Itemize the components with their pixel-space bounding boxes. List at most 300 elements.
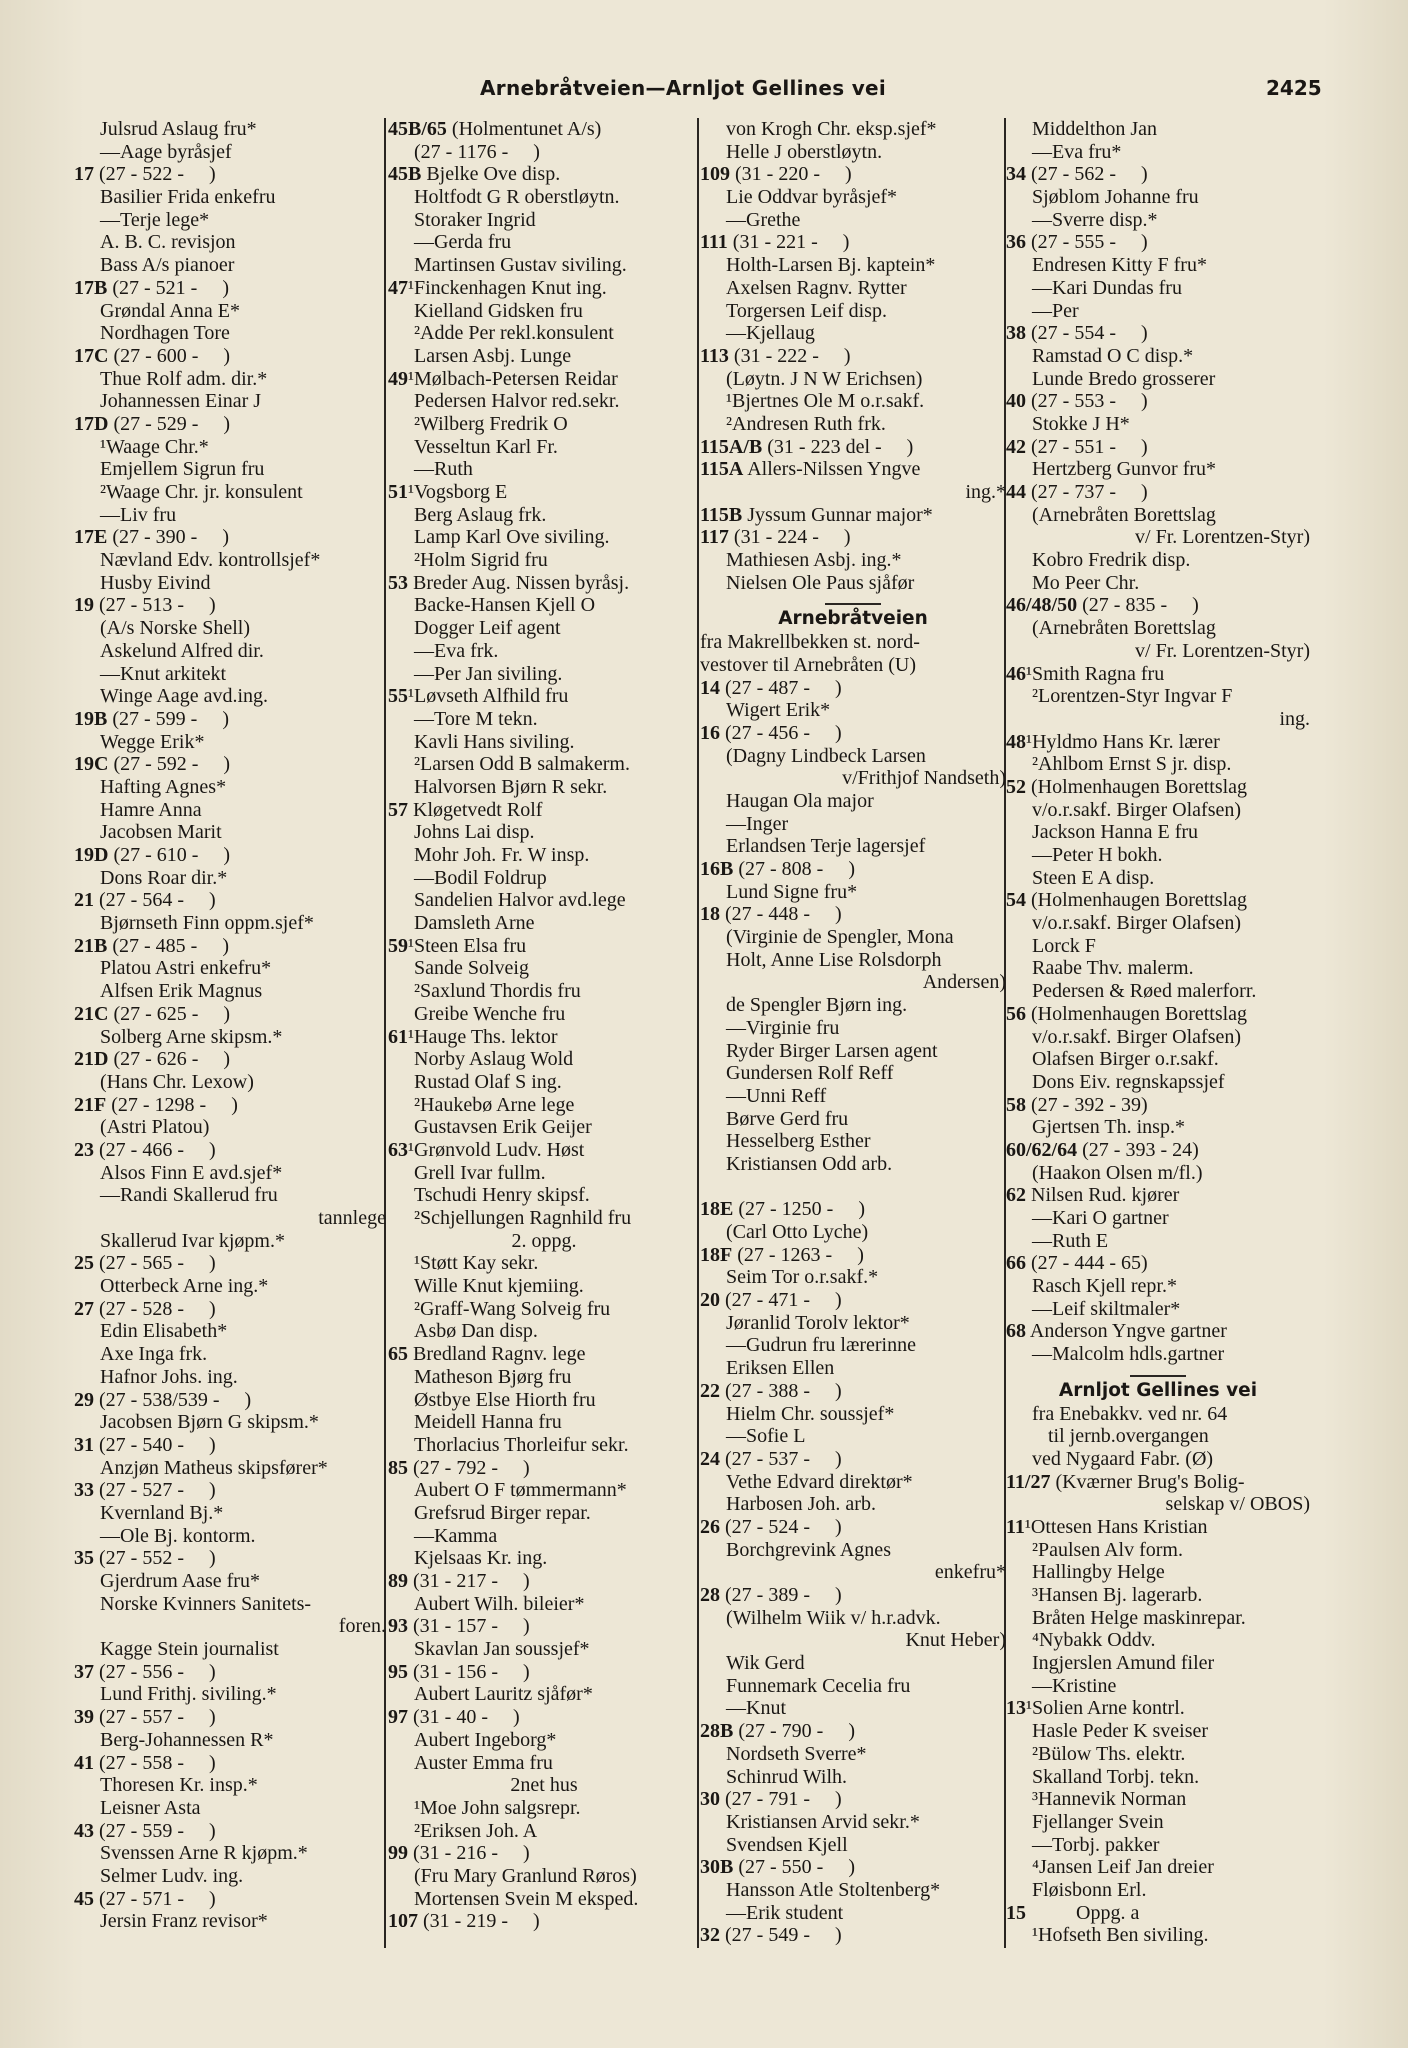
resident-entry: Grøndal Anna E* — [100, 299, 240, 322]
resident-entry: Alsos Finn E avd.sjef* — [100, 1161, 283, 1184]
resident-entry: v/o.r.sakf. Birger Olafsen) — [1032, 1025, 1242, 1048]
house-number: 21 — [74, 889, 94, 912]
resident-entry: Emjellem Sigrun fru — [100, 458, 265, 481]
resident-entry: Edin Elisabeth* — [100, 1320, 228, 1343]
resident-entry: (Løytn. J N W Erichsen) — [726, 367, 923, 390]
address-entry: 17B (27 - 521 - ) — [74, 276, 229, 299]
address-entry: 53 Breder Aug. Nissen byråsj. — [388, 571, 630, 594]
continuation-text: selskap v/ OBOS) — [1165, 1493, 1310, 1516]
resident-entry: Skavlan Jan soussjef* — [414, 1638, 590, 1661]
resident-entry: —Knut — [726, 1697, 786, 1720]
continuation-text: v/ Fr. Lorentzen-Styr) — [1135, 639, 1310, 662]
house-number: 115A/B — [700, 435, 763, 458]
resident-entry: —Inger — [726, 812, 789, 835]
resident-entry: Wigert Erik* — [726, 699, 831, 722]
resident-entry: Haugan Ola major — [726, 789, 874, 812]
address-entry: 28 (27 - 389 - ) — [700, 1584, 842, 1606]
resident-entry: —Terje lege* — [100, 208, 210, 231]
resident-entry: Berg-Johannessen R* — [100, 1728, 274, 1751]
house-number: 55 — [388, 685, 408, 708]
resident-entry: ²Holm Sigrid fru — [414, 549, 548, 572]
address-entry: 16 (27 - 456 - ) — [700, 721, 842, 744]
address-entry: 41 (27 - 558 - ) — [74, 1751, 216, 1774]
resident-entry: Nielsen Ole Paus sjåfør — [726, 571, 915, 594]
resident-entry: Greibe Wenche fru — [414, 1002, 566, 1025]
resident-entry: Damsleth Arne — [414, 912, 535, 935]
house-number: 68 — [1006, 1320, 1026, 1343]
resident-entry: Vethe Edvard direktør* — [726, 1470, 913, 1493]
resident-entry: Grell Ivar fullm. — [414, 1161, 546, 1184]
house-number: 13 — [1006, 1697, 1026, 1720]
resident-entry: ²Andresen Ruth frk. — [726, 412, 886, 435]
address-entry: 36 (27 - 555 - ) — [1006, 231, 1148, 254]
resident-entry: Grefsrud Birger repar. — [414, 1501, 591, 1524]
column-4 — [1006, 118, 1310, 1947]
address-entry: 109 (31 - 220 - ) — [700, 163, 852, 186]
house-number: 32 — [700, 1924, 720, 1947]
resident-entry: —Malcolm hdls.gartner — [1032, 1343, 1225, 1366]
house-number: 24 — [700, 1447, 720, 1470]
resident-entry: —Torbj. pakker — [1032, 1833, 1160, 1856]
resident-entry: A. B. C. revisjon — [100, 231, 236, 254]
resident-entry: Auster Emma fru — [414, 1751, 553, 1774]
resident-entry: ²Larsen Odd B salmakerm. — [414, 753, 630, 776]
resident-entry: Mohr Joh. Fr. W insp. — [414, 844, 590, 866]
address-entry: 42 (27 - 551 - ) — [1006, 435, 1148, 458]
resident-entry: ²Saxlund Thordis fru — [414, 980, 581, 1003]
resident-entry: (Virginie de Spengler, Mona — [726, 926, 954, 949]
address-entry: 68 Anderson Yngve gartner — [1006, 1320, 1227, 1343]
resident-entry: —Tore M tekn. — [414, 707, 538, 730]
house-number: 21F — [74, 1093, 107, 1116]
address-entry: 14 (27 - 487 - ) — [700, 676, 842, 699]
address-entry: 27 (27 - 528 - ) — [74, 1297, 216, 1320]
resident-entry: Kielland Gidsken fru — [414, 299, 583, 322]
section-divider — [700, 594, 1006, 608]
house-number: 85 — [388, 1456, 408, 1479]
resident-entry: (Fru Mary Granlund Røros) — [414, 1864, 637, 1887]
house-number: 66 — [1006, 1252, 1026, 1275]
resident-entry: Endresen Kitty F fru* — [1032, 254, 1207, 277]
house-number: 48 — [1006, 730, 1026, 753]
resident-entry: Leisner Asta — [100, 1796, 201, 1819]
resident-entry: Seim Tor o.r.sakf.* — [726, 1266, 879, 1289]
resident-entry: Halvorsen Bjørn R sekr. — [414, 775, 608, 798]
resident-entry: Holt, Anne Lise Rolsdorph — [726, 948, 942, 971]
resident-entry: Jøranlid Torolv lektor* — [726, 1311, 910, 1334]
address-entry: 17D (27 - 529 - ) — [74, 412, 231, 435]
house-number: 45B — [388, 163, 422, 186]
resident-entry: ²Adde Per rekl.konsulent — [414, 322, 614, 345]
address-entry: 115A Allers-Nilssen Yngve — [700, 458, 921, 481]
address-entry: 115B Jyssum Gunnar major* — [700, 503, 933, 526]
address-entry: 40 (27 - 553 - ) — [1006, 390, 1148, 413]
resident-entry: ²Bülow Ths. elektr. — [1032, 1742, 1186, 1765]
address-entry: 93 (31 - 157 - ) — [388, 1615, 530, 1638]
resident-entry: Gundersen Rolf Reff — [726, 1062, 894, 1085]
resident-entry: Nævland Edv. kontrollsjef* — [100, 549, 321, 572]
resident-entry: Lunde Bredo grosserer — [1032, 367, 1216, 390]
resident-entry: —Sofie L — [726, 1425, 806, 1448]
house-number: 17B — [74, 276, 108, 299]
address-entry: 43 (27 - 559 - ) — [74, 1819, 216, 1842]
address-entry: 45B Bjelke Ove disp. — [388, 163, 561, 186]
house-number: 42 — [1006, 435, 1026, 458]
house-number: 43 — [74, 1819, 94, 1842]
address-entry: 19B (27 - 599 - ) — [74, 707, 229, 730]
resident-entry: (Carl Otto Lyche) — [726, 1221, 869, 1243]
address-entry: 11¹Ottesen Hans Kristian — [1006, 1515, 1208, 1538]
resident-entry: ¹Bjertnes Ole M o.r.sakf. — [726, 390, 925, 413]
resident-entry: Raabe Thv. malerm. — [1032, 957, 1194, 980]
resident-entry: Axelsen Ragnv. Rytter — [726, 276, 907, 299]
address-entry: 85 (27 - 792 - ) — [388, 1456, 530, 1479]
house-number: 15 — [1006, 1901, 1026, 1924]
resident-entry: Backe-Hansen Kjell O — [414, 594, 596, 617]
resident-entry: Johns Lai disp. — [414, 821, 535, 844]
resident-entry: Jackson Hanna E fru — [1032, 821, 1199, 844]
resident-entry: von Krogh Chr. eksp.sjef* — [726, 118, 937, 140]
resident-entry: til jernb.overgangen — [1048, 1425, 1209, 1448]
resident-entry: Rasch Kjell repr.* — [1032, 1275, 1177, 1298]
resident-entry: —Kristine — [1032, 1674, 1117, 1697]
resident-entry: Erlandsen Terje lagersjef — [726, 835, 926, 858]
resident-entry: Ramstad O C disp.* — [1032, 344, 1194, 367]
address-entry: 115A/B (31 - 223 del - ) — [700, 435, 914, 458]
resident-entry: —Ruth — [414, 458, 473, 481]
resident-entry: Askelund Alfred dir. — [100, 639, 264, 662]
house-number: 34 — [1006, 163, 1026, 186]
house-number: 20 — [700, 1289, 720, 1312]
resident-entry: —Peter H bokh. — [1032, 844, 1163, 866]
resident-entry: (Astri Platou) — [100, 1116, 210, 1139]
house-number: 28B — [700, 1720, 734, 1743]
house-number: 18F — [700, 1243, 733, 1266]
resident-entry: Thorlacius Thorleifur sekr. — [414, 1433, 629, 1456]
resident-entry: Bass A/s pianoer — [100, 254, 235, 277]
continuation-text: ing. — [1279, 707, 1310, 730]
resident-entry: Platou Astri enkefru* — [100, 957, 272, 980]
house-number: 29 — [74, 1388, 94, 1411]
address-entry: 19 (27 - 513 - ) — [74, 594, 216, 617]
house-number: 17D — [74, 412, 109, 435]
house-number: 33 — [74, 1479, 94, 1502]
resident-entry: —Kari O gartner — [1032, 1207, 1169, 1229]
address-entry: 19D (27 - 610 - ) — [74, 844, 231, 866]
house-number: 19 — [74, 594, 94, 617]
house-number: 40 — [1006, 390, 1026, 413]
resident-entry: Gjertsen Th. insp.* — [1032, 1116, 1185, 1139]
resident-entry: —Leif skiltmaler* — [1032, 1297, 1181, 1320]
continuation-text: enkefru* — [934, 1561, 1006, 1584]
house-number: 115B — [700, 503, 743, 526]
resident-entry: Gjerdrum Aase fru* — [100, 1570, 260, 1592]
house-number: 41 — [74, 1751, 94, 1774]
resident-entry: (Wilhelm Wiik v/ h.r.advk. — [726, 1606, 941, 1629]
resident-entry: —Erik student — [726, 1901, 844, 1924]
resident-entry: ³Hansen Bj. lagerarb. — [1032, 1584, 1203, 1606]
resident-entry: fra Enebakkv. ved nr. 64 — [1032, 1402, 1228, 1425]
house-number: 47 — [388, 276, 408, 299]
address-entry: 54 (Holmenhaugen Borettslag — [1006, 889, 1248, 912]
house-number: 109 — [700, 163, 730, 186]
address-entry: 21D (27 - 626 - ) — [74, 1048, 231, 1071]
resident-entry: Sande Solveig — [414, 957, 529, 980]
resident-entry: Norske Kvinners Sanitets- — [100, 1592, 312, 1615]
resident-entry: Dons Eiv. regnskapssjef — [1032, 1070, 1225, 1093]
address-entry: 55¹Løvseth Alfhild fru — [388, 685, 569, 708]
address-entry: 30B (27 - 550 - ) — [700, 1856, 855, 1879]
resident-entry: Lie Oddvar byråsjef* — [726, 186, 898, 209]
resident-entry: v/o.r.sakf. Birger Olafsen) — [1032, 912, 1242, 935]
address-entry: 30 (27 - 791 - ) — [700, 1788, 842, 1811]
house-number: 18 — [700, 903, 720, 926]
section-heading: Arnebråtveien — [778, 608, 928, 630]
resident-entry: ¹Hofseth Ben siviling. — [1032, 1924, 1209, 1947]
address-entry: 17C (27 - 600 - ) — [74, 344, 231, 367]
resident-entry: Hallingby Helge — [1032, 1561, 1165, 1584]
resident-entry: —Liv fru — [100, 503, 177, 526]
resident-entry: Kvernland Bj.* — [100, 1501, 224, 1524]
house-number: 25 — [74, 1252, 94, 1275]
address-entry: 46/48/50 (27 - 835 - ) — [1006, 594, 1199, 617]
address-entry: 95 (31 - 156 - ) — [388, 1660, 530, 1683]
resident-entry: Holth-Larsen Bj. kaptein* — [726, 254, 936, 277]
resident-entry: ³Hannevik Norman — [1032, 1788, 1187, 1811]
resident-entry: —Per Jan siviling. — [414, 662, 563, 685]
resident-entry: Thue Rolf adm. dir.* — [100, 367, 268, 390]
address-entry: 89 (31 - 217 - ) — [388, 1570, 530, 1592]
resident-entry: —Grethe — [726, 208, 801, 231]
house-number: 107 — [388, 1910, 418, 1933]
resident-entry: Matheson Bjørg fru — [414, 1365, 572, 1388]
resident-entry: Anzjøn Matheus skipsfører* — [100, 1456, 328, 1479]
resident-entry: Thoresen Kr. insp.* — [100, 1774, 258, 1797]
resident-entry: —Virginie fru — [726, 1016, 840, 1039]
resident-entry: Kobro Fredrik disp. — [1032, 549, 1191, 572]
resident-entry: Wille Knut kjemiing. — [414, 1275, 584, 1298]
resident-entry: Østbye Else Hiorth fru — [414, 1388, 596, 1411]
house-number: 89 — [388, 1570, 408, 1592]
resident-entry: Nordhagen Tore — [100, 322, 230, 345]
resident-entry: Hansson Atle Stoltenberg* — [726, 1878, 941, 1901]
house-number: 115A — [700, 458, 744, 481]
resident-entry: —Sverre disp.* — [1032, 208, 1158, 231]
address-entry: 61¹Hauge Ths. lektor — [388, 1025, 558, 1048]
address-entry: fra Makrellbekken st. nord- — [700, 631, 920, 654]
address-entry: 60/62/64 (27 - 393 - 24) — [1006, 1138, 1199, 1161]
resident-entry: Alfsen Erik Magnus — [100, 980, 263, 1003]
address-entry: 26 (27 - 524 - ) — [700, 1515, 842, 1538]
address-entry: 39 (27 - 557 - ) — [74, 1706, 216, 1729]
address-entry: 22 (27 - 388 - ) — [700, 1379, 842, 1402]
resident-entry: Kagge Stein journalist — [100, 1638, 279, 1661]
house-number: 11 — [1006, 1515, 1025, 1538]
resident-entry: —Eva frk. — [414, 639, 499, 662]
resident-entry: Husby Eivind — [100, 571, 211, 594]
resident-entry: —Gudrun fru lærerinne — [726, 1334, 916, 1357]
resident-entry: Jacobsen Marit — [100, 821, 222, 844]
resident-entry: Schinrud Wilh. — [726, 1765, 848, 1788]
continuation-text: v/ Fr. Lorentzen-Styr) — [1135, 526, 1310, 549]
resident-entry: —Kamma — [414, 1524, 498, 1547]
continuation-text: tannlege — [318, 1207, 386, 1229]
house-number: 19B — [74, 707, 108, 730]
resident-entry: Lorck F — [1032, 934, 1096, 957]
resident-entry: Berg Aslaug frk. — [414, 503, 547, 526]
address-entry: 31 (27 - 540 - ) — [74, 1433, 216, 1456]
address-entry: 25 (27 - 565 - ) — [74, 1252, 216, 1275]
resident-entry: —Randi Skallerud fru — [100, 1184, 278, 1207]
address-entry: 48¹Hyldmo Hans Kr. lærer — [1006, 730, 1220, 753]
address-entry: 35 (27 - 552 - ) — [74, 1547, 216, 1570]
address-entry: 18 (27 - 448 - ) — [700, 903, 842, 926]
address-entry: 13¹Solien Arne kontrl. — [1006, 1697, 1185, 1720]
resident-entry: Fløisbonn Erl. — [1032, 1878, 1147, 1901]
house-number: 26 — [700, 1515, 720, 1538]
spacer — [700, 1176, 1006, 1199]
resident-entry: —Kari Dundas fru — [1032, 276, 1182, 299]
continuation-text: Andersen) — [922, 971, 1006, 994]
house-number: 61 — [388, 1025, 408, 1048]
resident-entry: ⁴Nybakk Oddv. — [1032, 1629, 1156, 1652]
resident-entry: ved Nygaard Fabr. (Ø) — [1032, 1447, 1214, 1470]
address-entry: 23 (27 - 466 - ) — [74, 1138, 216, 1161]
resident-entry: Vesseltun Karl Fr. — [414, 435, 558, 458]
house-number: 49 — [388, 367, 408, 390]
house-number: 60/62/64 — [1006, 1138, 1078, 1161]
resident-entry: Ryder Birger Larsen agent — [726, 1039, 938, 1062]
resident-entry: Mo Peer Chr. — [1032, 571, 1140, 594]
resident-entry: Helle J oberstløytn. — [726, 140, 883, 163]
resident-entry: Steen E A disp. — [1032, 866, 1155, 889]
resident-entry: (27 - 1176 - ) — [414, 140, 540, 163]
resident-entry: Jersin Franz revisor* — [100, 1910, 268, 1933]
house-number: 62 — [1006, 1184, 1026, 1207]
resident-entry: Børve Gerd fru — [726, 1107, 849, 1130]
continuation-text: foren. — [338, 1615, 386, 1638]
address-entry: 66 (27 - 444 - 65) — [1006, 1252, 1148, 1275]
resident-entry: Stokke J H* — [1032, 412, 1130, 435]
address-entry: 45B/65 (Holmentunet A/s) — [388, 118, 602, 140]
house-number: 52 — [1006, 775, 1026, 798]
resident-entry: Hamre Anna — [100, 798, 202, 821]
house-number: 14 — [700, 676, 720, 699]
resident-entry: —Aage byråsjef — [100, 140, 232, 163]
address-entry: 38 (27 - 554 - ) — [1006, 322, 1148, 345]
house-number: 17E — [74, 526, 108, 549]
address-entry: 37 (27 - 556 - ) — [74, 1660, 216, 1683]
house-number: 97 — [388, 1706, 408, 1729]
house-number: 113 — [700, 344, 729, 367]
address-entry: 111 (31 - 221 - ) — [700, 231, 850, 254]
house-number: 111 — [700, 231, 728, 254]
address-entry: 107 (31 - 219 - ) — [388, 1910, 540, 1933]
resident-entry: —Unni Reff — [726, 1084, 827, 1107]
resident-entry: Lund Signe fru* — [726, 880, 858, 903]
column-3 — [700, 118, 1006, 1947]
house-number: 99 — [388, 1842, 408, 1865]
house-number: 46 — [1006, 662, 1026, 685]
resident-entry: Bjørnseth Finn oppm.sjef* — [100, 912, 314, 935]
resident-entry: (Arnebråten Borettslag — [1032, 617, 1216, 640]
resident-entry: Hafting Agnes* — [100, 775, 227, 798]
resident-entry: ²Ahlbom Ernst S jr. disp. — [1032, 753, 1232, 776]
address-entry: 97 (31 - 40 - ) — [388, 1706, 520, 1729]
resident-entry: Svenssen Arne R kjøpm.* — [100, 1842, 308, 1865]
house-number: 17C — [74, 344, 109, 367]
house-number: 38 — [1006, 322, 1026, 345]
resident-entry: Svendsen Kjell — [726, 1833, 848, 1856]
resident-entry: Sjøblom Johanne fru — [1032, 186, 1199, 209]
resident-entry: Aubert Wilh. bileier* — [414, 1592, 585, 1615]
resident-entry: Funnemark Cecelia fru — [726, 1674, 911, 1697]
house-number: 63 — [388, 1138, 408, 1161]
resident-entry: ¹Støtt Kay sekr. — [414, 1252, 539, 1275]
resident-entry: Kjelsaas Kr. ing. — [414, 1547, 548, 1570]
resident-entry: (Arnebråten Borettslag — [1032, 503, 1216, 526]
house-number: 35 — [74, 1547, 94, 1570]
resident-entry: (Hans Chr. Lexow) — [100, 1070, 254, 1093]
resident-entry: Jacobsen Bjørn G skipsm.* — [100, 1411, 319, 1434]
address-entry: 99 (31 - 216 - ) — [388, 1842, 530, 1865]
resident-entry: ²Schjellungen Ragnhild fru — [414, 1207, 632, 1229]
house-number: 56 — [1006, 1002, 1026, 1025]
resident-entry: Holtfodt G R oberstløytn. — [414, 186, 620, 209]
address-entry: vestover til Arnebråten (U) — [700, 653, 917, 676]
resident-entry: Norby Aslaug Wold — [414, 1048, 574, 1071]
house-number: 45 — [74, 1887, 94, 1910]
resident-entry: Johannessen Einar J — [100, 390, 262, 413]
column-2 — [388, 118, 700, 1933]
resident-entry: Kavli Hans siviling. — [414, 730, 575, 753]
house-number: 59 — [388, 934, 408, 957]
resident-entry: ²Eriksen Joh. A — [414, 1819, 538, 1842]
page-number: 2425 — [1266, 76, 1322, 100]
resident-entry: Wik Gerd — [726, 1652, 805, 1675]
resident-entry: Gustavsen Erik Geijer — [414, 1116, 592, 1139]
house-number: 17 — [74, 163, 94, 186]
house-number: 58 — [1006, 1093, 1026, 1116]
address-entry: 57 Kløgetvedt Rolf — [388, 798, 543, 821]
address-entry: 32 (27 - 549 - ) — [700, 1924, 842, 1947]
address-entry: 21 (27 - 564 - ) — [74, 889, 216, 912]
resident-entry: Skalland Torbj. tekn. — [1032, 1765, 1200, 1788]
resident-entry: —Knut arkitekt — [100, 662, 227, 685]
resident-entry: Axe Inga frk. — [100, 1343, 208, 1366]
house-number: 28 — [700, 1584, 720, 1606]
resident-entry: —Per — [1032, 299, 1079, 322]
floor-label: 2. oppg. — [511, 1229, 577, 1252]
resident-entry: Tschudi Henry skipsf. — [414, 1184, 590, 1207]
house-number: 16B — [700, 858, 734, 880]
address-entry: 29 (27 - 538/539 - ) — [74, 1388, 252, 1411]
house-number: 93 — [388, 1615, 408, 1638]
resident-entry: v/o.r.sakf. Birger Olafsen) — [1032, 798, 1242, 821]
address-entry: 21F (27 - 1298 - ) — [74, 1093, 238, 1116]
resident-entry: Torgersen Leif disp. — [726, 299, 887, 322]
resident-entry: —Ruth E — [1032, 1229, 1109, 1252]
resident-entry: (A/s Norske Shell) — [100, 617, 250, 640]
address-entry: 47¹Finckenhagen Knut ing. — [388, 276, 607, 299]
resident-entry: Kristiansen Arvid sekr.* — [726, 1810, 920, 1833]
resident-entry: Asbø Dan disp. — [414, 1320, 538, 1343]
column-1 — [74, 118, 386, 1933]
house-number: 44 — [1006, 481, 1026, 503]
address-entry: 34 (27 - 562 - ) — [1006, 163, 1148, 186]
resident-entry: —Ole Bj. kontorm. — [100, 1524, 256, 1547]
resident-entry: Fjellanger Svein — [1032, 1810, 1164, 1833]
